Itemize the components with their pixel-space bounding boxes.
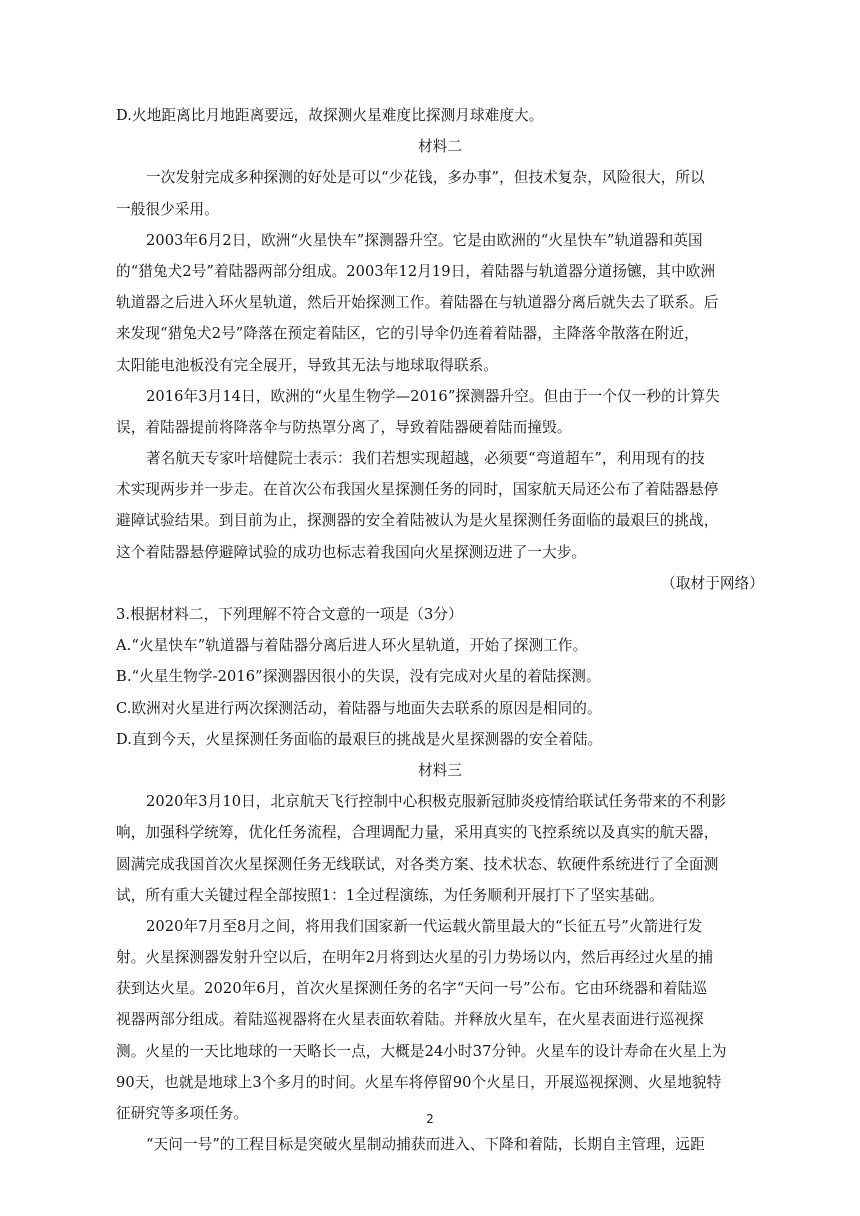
material-2-paragraph-4-line: 这个着陆器悬停避障试验的成功也标志着我国向火星探测迈进了一大步。 bbox=[116, 543, 587, 561]
page-number: 2 bbox=[426, 1112, 434, 1126]
material-3-paragraph-2-line: 90天，也就是地球上3个多月的时间。火星车将停留90个火星日，开展巡视探测、火星地貌特 bbox=[116, 1073, 722, 1091]
question-3-option-c: C.欧洲对火星进行两次探测活动，着陆器与地面失去联系的原因是相同的。 bbox=[116, 699, 602, 717]
question-3-option-b: B.“火星生物学-2016”探测器因很小的失误，没有完成对火星的着陆探测。 bbox=[116, 668, 601, 686]
material-2-paragraph-2-line: 轨道器之后进入环火星轨道，然后开始探测工作。着陆器在与轨道器分离后就失去了联系。后 bbox=[116, 294, 719, 312]
material-2-paragraph-1-line: 一般很少采用。 bbox=[116, 200, 219, 218]
question-3-option-a: A.“火星快车”轨道器与着陆器分离后进人环火星轨道，开始了探测工作。 bbox=[116, 637, 588, 655]
material-3-paragraph-2-line: 2020年7月至8月之间，将用我们国家新一代运载火箭里最大的“长征五号”火箭进行发 bbox=[146, 917, 703, 935]
material-2-paragraph-4-line: 著名航天专家叶培健院士表示：我们若想实现超越，必须要“弯道超车”，利用现有的技 bbox=[146, 450, 705, 468]
material-2-paragraph-2-line: 太阳能电池板没有完全展开，导致其无法与地球取得联系。 bbox=[116, 356, 499, 374]
material-2-heading: 材料二 bbox=[417, 138, 463, 156]
material-3-paragraph-2-line: 视器两部分组成。着陆巡视器将在火星表面软着陆。并释放火星车，在火星表面进行巡视探 bbox=[116, 1011, 704, 1029]
material-3-paragraph-2-line: 获到达火星。2020年6月，首次火星探测任务的名字“天问一号”公布。它由环绕器和着陆巡 bbox=[116, 980, 708, 998]
question-3-option-d: D.直到今天，火星探测任务面临的最艰巨的挑战是火星探测器的安全着陆。 bbox=[116, 730, 603, 748]
material-2-paragraph-1-line: 一次发射完成多种探测的好处是可以“少花钱，多办事”，但技术复杂，风险很大，所以 bbox=[146, 169, 705, 187]
material-2-paragraph-2-line: 2003年6月2日，欧洲“火星快车”探测器升空。它是由欧洲的“火星快车”轨道器和英国 bbox=[146, 231, 703, 249]
material-2-paragraph-4-line: 避障试验结果。到目前为止，探测器的安全着陆被认为是火星探测任务面临的最艰巨的挑战， bbox=[116, 512, 719, 530]
material-2-paragraph-4-line: 术实现两步并一步走。在首次公布我国火星探测任务的同时，国家航天局还公布了着陆器悬停 bbox=[116, 481, 719, 499]
material-3-paragraph-1-line: 试，所有重大关键过程全部按照1：1全过程演练，为任务顺利开展打下了坚实基础。 bbox=[116, 886, 664, 904]
material-3-paragraph-1-line: 响，加强科学统筹，优化任务流程，合理调配力量，采用真实的飞控系统以及真实的航天器， bbox=[116, 824, 719, 842]
material-3-paragraph-1-line: 2020年3月10日，北京航天飞行控制中心积极克服新冠肺炎疫情给联试任务带来的不利影 bbox=[146, 793, 726, 811]
question-2-option-d: D.火地距离比月地距离要远，故探测火星难度比探测月球难度大。 bbox=[116, 107, 544, 124]
material-2-paragraph-2-line: 的“猎兔犬2号”着陆器两部分组成。2003年12月19日，着陆器与轨道器分道扬镳，其中欧洲 bbox=[116, 262, 716, 280]
material-3-paragraph-3-line: “天问一号”的工程目标是突破火星制动捕获而进入、下降和着陆，长期自主管理，远距 bbox=[146, 1136, 705, 1154]
material-2-paragraph-3-line: 误，着陆器提前将降落伞与防热罩分离了，导致着陆器硬着陆而撞毁。 bbox=[116, 418, 572, 436]
document-body bbox=[116, 100, 764, 1160]
material-2-paragraph-3-line: 2016年3月14日，欧洲的“火星生物学—2016”探测器升空。但由于一个仅一秒的计算失 bbox=[146, 387, 720, 405]
material-3-paragraph-1-line: 圆满完成我国首次火星探测任务无线联试，对各类方案、技术状态、软硬件系统进行了全面测 bbox=[116, 855, 719, 873]
material-3-paragraph-2-line: 测。火星的一天比地球的一天略长一点，大概是24小时37分钟。火星车的设计寿命在火星上为 bbox=[116, 1042, 727, 1060]
material-3-paragraph-2-line: 射。火星探测器发射升空以后，在明年2月将到达火星的引力势场以内，然后再经过火星的捕 bbox=[116, 949, 714, 967]
material-3-heading: 材料三 bbox=[417, 761, 463, 779]
material-2-paragraph-2-line: 来发现“猎兔犬2号”降落在预定着陆区，它的引导伞仍连着着陆器，主降落伞散落在附近， bbox=[116, 325, 699, 343]
question-3-stem: 3.根据材料二，下列理解不符合文意的一项是（3分） bbox=[116, 606, 463, 623]
material-3-paragraph-2-line: 征研究等多项任务。 bbox=[116, 1105, 249, 1122]
source-note: （取材于网络） bbox=[661, 574, 764, 592]
